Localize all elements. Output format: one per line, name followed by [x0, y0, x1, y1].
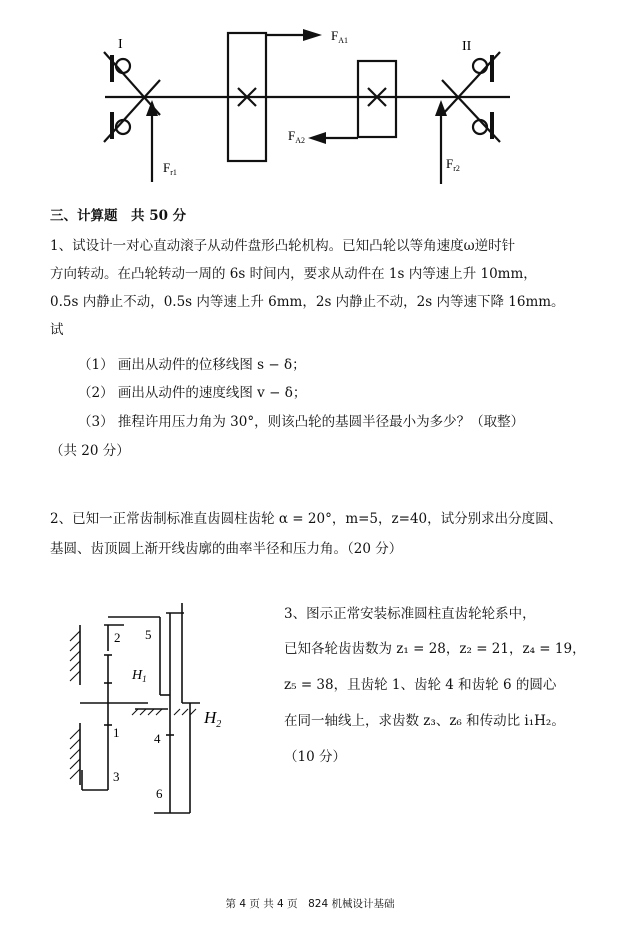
bearing-I-label: I: [118, 37, 123, 52]
gear-4-label: 4: [154, 731, 161, 746]
q1-line2: 方向转动。在凸轮转动一周的 6s 时间内，要求从动件在 1s 内等速上升 10mm，: [50, 266, 537, 282]
fa1-label: $F_{A1}$: [331, 28, 349, 45]
q1-sub2: （2） 画出从动件的速度线图 v − δ；: [78, 385, 307, 401]
q1-line3: 0.5s 内静止不动，0.5s 内等速上升 6mm，2s 内静止不动，2s 内等速下降 16mm。: [50, 294, 565, 310]
q1-sub3: （3） 推程许用压力角为 30°，则该凸轮的基圆半径最小为多少？（取整）: [78, 414, 525, 430]
bearing-II-label: II: [462, 39, 472, 54]
shaft-gear-figure: [0, 0, 620, 200]
q1-line1: 1、试设计一对心直动滚子从动件盘形凸轮机构。已知凸轮以等角速度ω逆时针: [50, 238, 516, 254]
q1-sub1: （1） 画出从动件的位移线图 s − δ；: [78, 357, 306, 373]
gear-5-label: 5: [145, 627, 152, 642]
q2-line2: 基圆、齿顶圆上渐开线齿廓的曲率半径和压力角。（20 分）: [50, 541, 403, 557]
page-footer: 第 4 页 共 4 页 824 机械设计基础: [225, 898, 395, 910]
q3-line5: （10 分）: [284, 749, 346, 765]
fr1-label: $F_{r1}$: [163, 160, 177, 177]
q1-total: （共 20 分）: [50, 443, 130, 459]
section-heading: 三、计算题 共 50 分: [50, 208, 187, 224]
q1-line4: 试: [50, 322, 64, 338]
q3-line1: 3、图示正常安装标准圆柱直齿轮轮系中，: [284, 606, 536, 622]
q3-line4: 在同一轴线上，求齿数 z₃、z₆ 和传动比 i₁H₂。: [284, 713, 565, 729]
q3-line2: 已知各轮齿齿数为 z₁ = 28，z₂ = 21，z₄ = 19，: [284, 641, 586, 657]
q3-line3: z₅ = 38，且齿轮 1、齿轮 4 和齿轮 6 的圆心: [284, 677, 557, 693]
fa2-arrowhead: [308, 132, 326, 144]
fa2-label: $F_{A2}$: [288, 128, 306, 145]
carrier-H2-label: $H_2$: [204, 708, 222, 730]
q2-line1: 2、已知一正常齿制标准直齿圆柱齿轮 α = 20°，m=5，z=40，试分别求出分度圆、: [50, 511, 563, 527]
gear-6-label: 6: [156, 786, 163, 801]
fr2-label: $F_{r2}$: [446, 156, 460, 173]
gear-1-label: 1: [113, 725, 120, 740]
gear-train-figure: [0, 595, 270, 825]
carrier-H1-label: $H_1$: [132, 668, 147, 684]
fr2-arrowhead: [435, 100, 447, 116]
fa1-arrowhead: [303, 29, 322, 41]
gear-2-label: 2: [114, 630, 121, 645]
gear-3-label: 3: [113, 769, 120, 784]
